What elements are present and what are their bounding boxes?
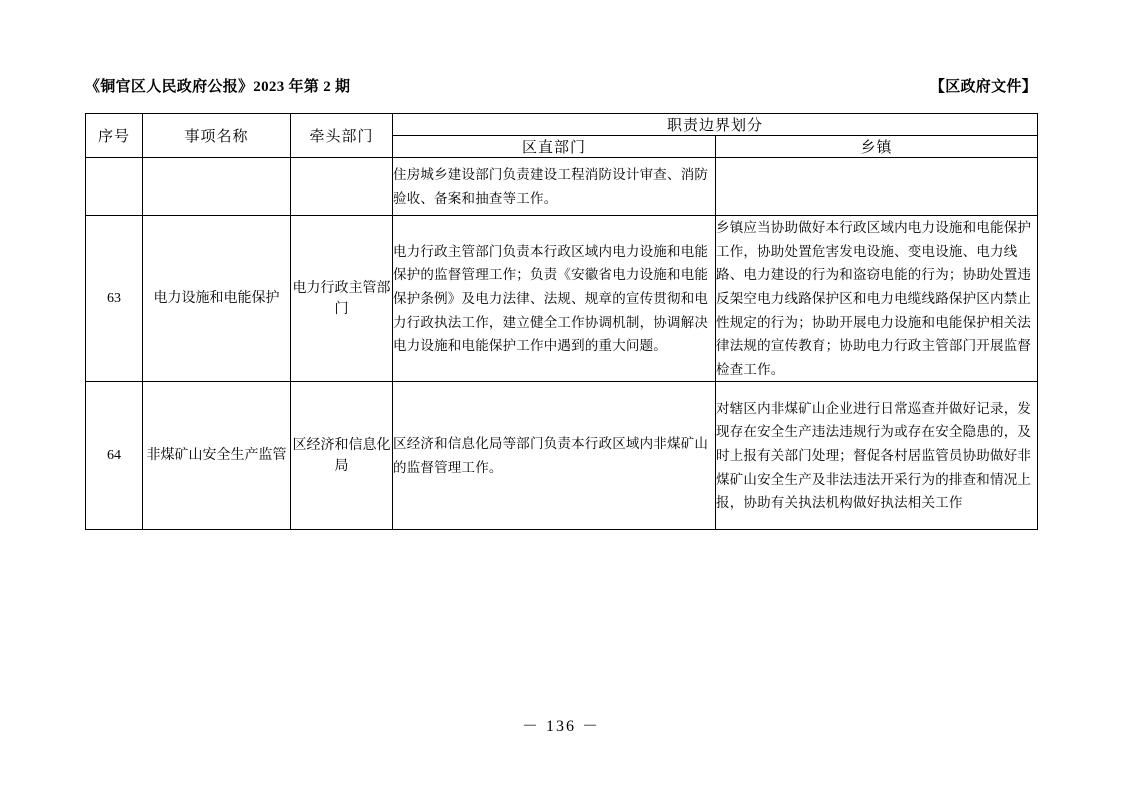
cell-township: 乡镇应当协助做好本行政区域内电力设施和电能保护工作，协助处置危害发电设施、变电设施、电力线路、电力建设的行为和盗窃电能的行为；协助处置违反架空电力线路保护区和电力电缆线路保护区内禁止性规定的行为；协助开展电力设施和电能保护相关法律法规的宣传教育；协助电力行政主管部门开展监督检查工作。 [716, 216, 1038, 382]
header-district-dept: 区直部门 [393, 136, 716, 158]
cell-item-name: 电力设施和电能保护 [143, 216, 291, 382]
header-boundary: 职责边界划分 [393, 114, 1038, 136]
header-title-left: 《铜官区人民政府公报》2023 年第 2 期 [85, 79, 351, 95]
table-row [86, 382, 1038, 530]
cell-district-dept: 电力行政主管部门负责本行政区域内电力设施和电能保护的监督管理工作；负责《安徽省电力设施和电能保护条例》及电力法律、法规、规章的宣传贯彻和电力行政执法工作，建立健全工作协调机制，协调解决电力设施和电能保护工作中遇到的重大问题。 [393, 216, 716, 382]
header-lead-dept: 牵头部门 [291, 114, 393, 158]
cell-seq [86, 158, 143, 216]
responsibility-table [85, 113, 1038, 530]
table-row [86, 158, 1038, 216]
cell-district-dept: 区经济和信息化局等部门负责本行政区域内非煤矿山的监督管理工作。 [393, 382, 716, 530]
header-seq: 序号 [86, 114, 143, 158]
cell-lead-dept [291, 158, 393, 216]
page-header [85, 68, 1037, 96]
cell-township [716, 158, 1038, 216]
table-header-row-1 [86, 114, 1038, 136]
cell-lead-dept: 电力行政主管部门 [291, 216, 393, 382]
cell-seq: 63 [86, 216, 143, 382]
cell-item-name [143, 158, 291, 216]
cell-item-name: 非煤矿山安全生产监管 [143, 382, 291, 530]
cell-district-dept: 住房城乡建设部门负责建设工程消防设计审查、消防验收、备案和抽查等工作。 [393, 158, 716, 216]
table-row [86, 216, 1038, 382]
header-item-name: 事项名称 [143, 114, 291, 158]
header-township: 乡镇 [716, 136, 1038, 158]
header-title-right: 【区政府文件】 [929, 79, 1037, 95]
cell-township: 对辖区内非煤矿山企业进行日常巡查并做好记录，发现存在安全生产违法违规行为或存在安全隐患的，及时上报有关部门处理；督促各村居监管员协助做好非煤矿山安全生产及非法违法开采行为的排查和情况上报，协助有关执法机构做好执法相关工作 [716, 382, 1038, 530]
cell-lead-dept: 区经济和信息化局 [291, 382, 393, 530]
page-number: － 136 － [521, 718, 600, 735]
cell-seq: 64 [86, 382, 143, 530]
